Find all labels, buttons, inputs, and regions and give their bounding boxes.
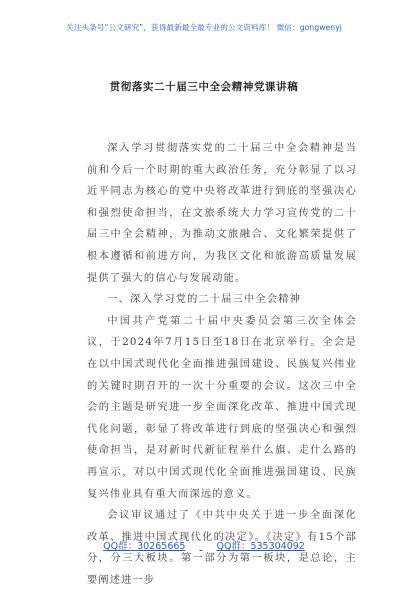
qq-group-1[interactable]: QQ群：30265665 [103,541,186,552]
document-title: 贯彻落实二十届三中全会精神党课讲稿 [109,81,299,93]
qq-group-2[interactable]: QQ群：535304092 [216,541,305,552]
section-heading-1: 一、深入学习党的二十届三中全会精神 [107,294,301,306]
body-paragraph-3: 会议审议通过了《中共中央关于进一步全面深化改革、推进中国式现代化的决定》。《决定》有15个部分，分三大板块。第一部分为第一板块，是总论，主要阐述进一步 [87,510,357,586]
intro-paragraph: 深入学习贯彻落实党的二十届三中全会精神是当前和今后一个时期的重大政治任务，充分彰显了以习近平同志为核心的党中央将改革进行到底的坚强决心和强烈使命担当，在文旅系统大力学习宣传党的二十届三中全会精神，为推动文旅融合、文化繁荣提供了根本遵循和前进方向，为我区文化和旅游高质量发展提供了强大的信心与发展动能。 [87,143,357,284]
document-body [87,138,357,591]
body-paragraph-2: 中国共产党第二十届中央委员会第三次全体会议，于2024年7月15日至18日在北京举行。全会是在以中国式现代化全面推进强国建设、民族复兴伟业的关键时期召开的一次十分重要的会议。这次三中全会的主题是研究进一步全面深化改革、推进中国式现代化问题，彰显了将改革进行到底的坚强决心和强烈使命担当，是对新时代新征程举什么旗、走什么路的再宣示，对以中国式现代化全面推进强国建设、民族复兴伟业具有重大而深远的意义。 [87,315,357,500]
header-watermark-note: 关注头条号“公文研究”，获得最新最全最专业的公文资料库！ 微信：gongwenyj [66,23,342,32]
footer-qq-groups [0,538,408,552]
